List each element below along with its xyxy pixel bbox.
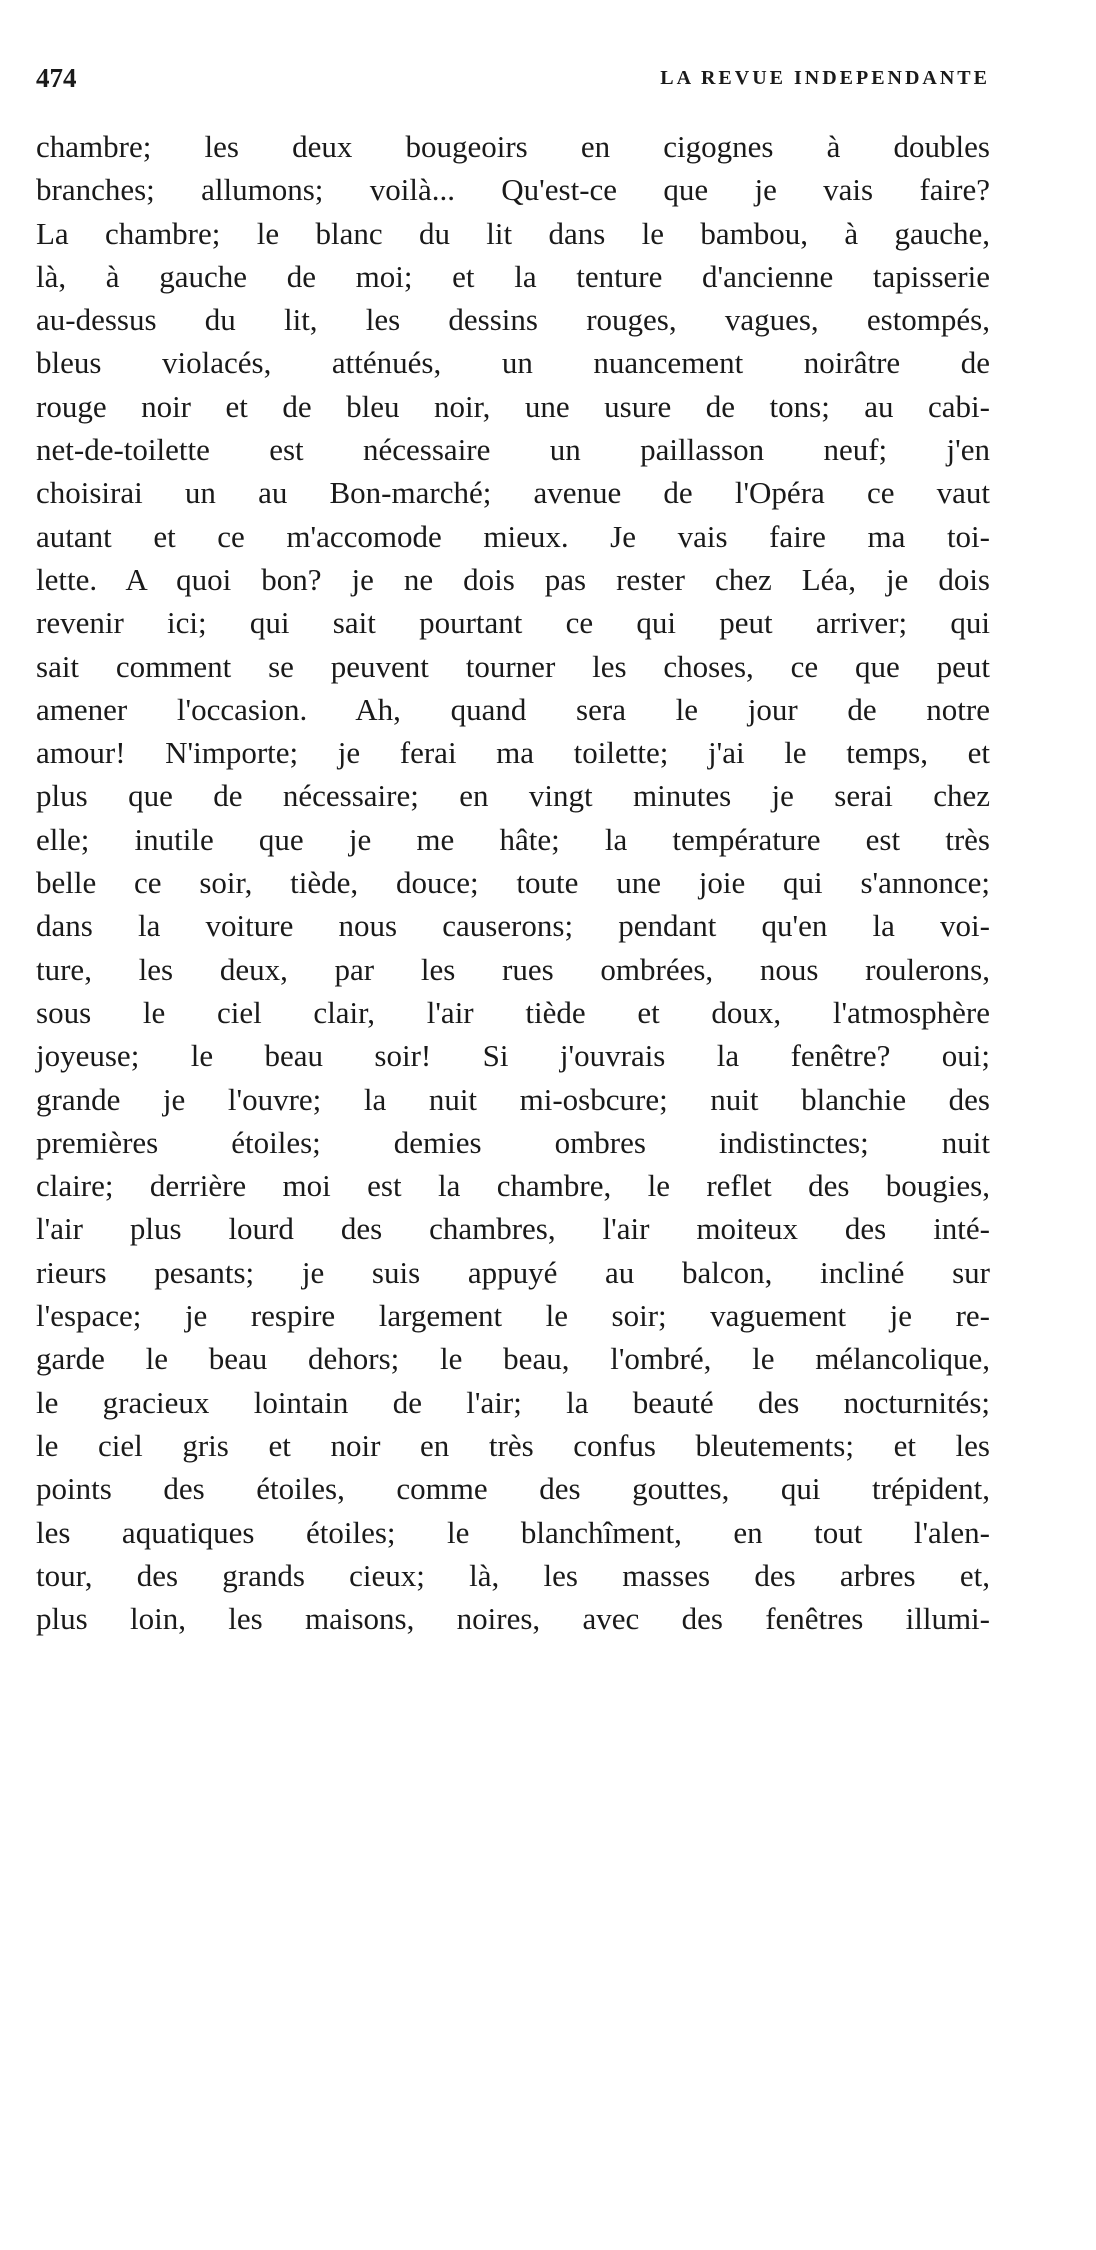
text-line: choisirai un au Bon-marché; avenue de l'Opéra ce vaut [36,475,990,511]
text-line: l'air plus lourd des chambres, l'air moiteux des inté- [36,1211,990,1247]
text-line: sous le ciel clair, l'air tiède et doux, l'atmosphère [36,994,990,1030]
text-line: sait comment se peuvent tourner les choses, ce que peut [36,648,990,684]
text-line: revenir ici; qui sait pourtant ce qui peut arriver; qui [36,605,990,641]
text-line: claire; derrière moi est la chambre, le reflet des bougies, [36,1168,990,1204]
text-line: là, à gauche de moi; et la tenture d'ancienne tapisserie [36,258,990,294]
text-line: elle; inutile que je me hâte; la température est très [36,821,990,857]
text-line: tour, des grands cieux; là, les masses des arbres et, [36,1557,990,1593]
running-head [36,58,990,98]
text-line: bleus violacés, atténués, un nuancement noirâtre de [36,345,990,381]
text-line: plus loin, les maisons, noires, avec des fenêtres illumi- [36,1601,990,1637]
text-line: les aquatiques étoiles; le blanchîment, en tout l'alen- [36,1514,990,1550]
journal-title: LA REVUE INDEPENDANTE [660,67,990,89]
text-line: net-de-toilette est nécessaire un paillasson neuf; j'en [36,432,990,468]
text-line: points des étoiles, comme des gouttes, qui trépident, [36,1471,990,1507]
text-line: l'espace; je respire largement le soir; vaguement je re- [36,1298,990,1334]
text-line: chambre; les deux bougeoirs en cigognes à doubles [36,129,990,164]
text-line: dans la voiture nous causerons; pendant qu'en la voi- [36,908,990,944]
text-line: La chambre; le blanc du lit dans le bambou, à gauche, [36,215,990,251]
text-line: ture, les deux, par les rues ombrées, nous roulerons, [36,951,990,987]
text-line: au-dessus du lit, les dessins rouges, vagues, estompés, [36,302,990,338]
text-line: grande je l'ouvre; la nuit mi-osbcure; nuit blanchie des [36,1081,990,1117]
text-line: rouge noir et de bleu noir, une usure de tons; au cabi- [36,388,990,424]
page-number: 474 [36,63,77,93]
text-line: garde le beau dehors; le beau, l'ombré, le mélancolique, [36,1341,990,1377]
text-line: le ciel gris et noir en très confus bleutements; et les [36,1427,990,1463]
text-line: lette. A quoi bon? je ne dois pas rester chez Léa, je dois [36,561,990,597]
text-line: joyeuse; le beau soir! Si j'ouvrais la fenêtre? oui; [36,1038,990,1074]
text-line: belle ce soir, tiède, douce; toute une joie qui s'annonce; [36,865,990,901]
text-line: plus que de nécessaire; en vingt minutes je serai chez [36,778,990,814]
text-line: amour! N'importe; je ferai ma toilette; j'ai le temps, et [36,735,990,771]
text-line: branches; allumons; voilà... Qu'est-ce que je vais faire? [36,172,990,208]
text-line: amener l'occasion. Ah, quand sera le jour de notre [36,691,990,727]
text-line: le gracieux lointain de l'air; la beauté des nocturnités; [36,1384,990,1420]
text-line: rieurs pesants; je suis appuyé au balcon, incliné sur [36,1254,990,1290]
body-text [36,125,990,1640]
text-line: autant et ce m'accomode mieux. Je vais faire ma toi- [36,518,990,554]
text-line: premières étoiles; demies ombres indistinctes; nuit [36,1124,990,1160]
